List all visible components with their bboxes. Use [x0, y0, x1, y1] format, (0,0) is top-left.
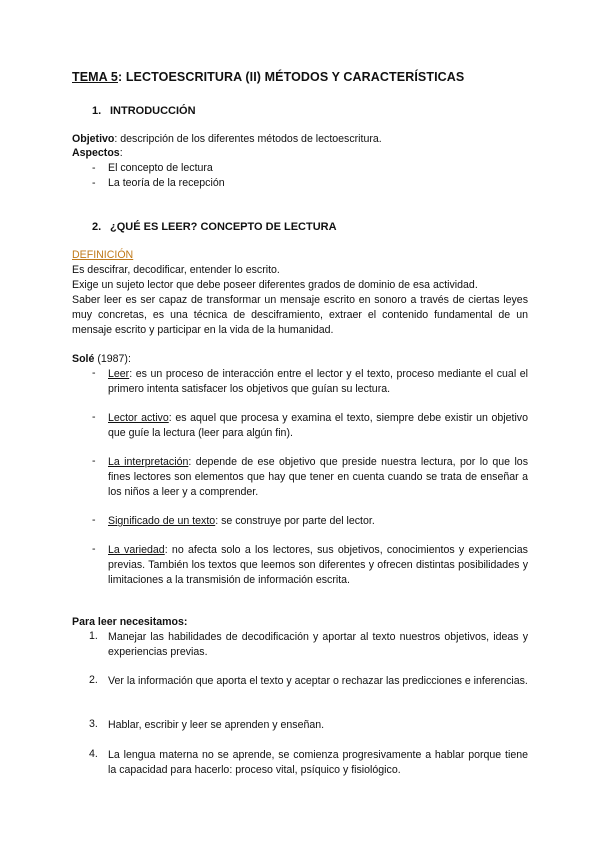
sole-text: : es un proceso de interacción entre el lector y el texto, proceso mediante el cual el primero intenta satisfacer los objetivos que guían su lectura. [108, 368, 528, 395]
sole-term: Significado de un texto [108, 515, 216, 527]
section-2-heading [92, 221, 337, 233]
sole-dash: - [92, 411, 96, 423]
needs-item: Manejar las habilidades de decodificación y aportar al texto nuestros objetivos, ideas y experiencias previas. [108, 631, 528, 658]
aspects-line [72, 146, 528, 161]
needs-item: Ver la información que aporta el texto y aceptar o rechazar las predicciones e inferencias. [108, 675, 528, 687]
section-1-number: 1. [92, 105, 102, 117]
sole-term: Lector activo [108, 412, 169, 424]
needs-item: Hablar, escribir y leer se aprenden y enseñan. [108, 719, 325, 731]
title-text: : LECTOESCRITURA (II) MÉTODOS Y CARACTERÍSTICAS [117, 70, 465, 84]
sole-term: La variedad [108, 544, 165, 556]
title-label: TEMA 5 [72, 70, 118, 84]
section-1-heading [92, 105, 196, 117]
sole-text: : depende de ese objetivo que preside nuestra lectura, por lo que los fines lectores son elementos que hay que tener en cuenta cuando se trata de enseñar a los niños a leer y a comprender. [108, 456, 528, 498]
needs-number: 4. [89, 748, 98, 760]
definition-line-3: Saber leer es ser capaz de transformar un mensaje escrito en sonoro a través de ciertas leyes muy concretas, es una técnica de desciframiento, extraer el contenido fundamental de un mensaje escrito y participar en la vida de la humanidad. [72, 294, 528, 336]
section-1-title: INTRODUCCIÓN [110, 105, 196, 117]
needs-number: 1. [89, 630, 98, 642]
section-2-number: 2. [92, 221, 102, 233]
sole-year: (1987): [94, 353, 131, 365]
sole-text: : se construye por parte del lector. [215, 515, 375, 527]
sole-dash: - [92, 514, 96, 526]
aspects-label: Aspectos [72, 147, 120, 159]
needs-heading: Para leer necesitamos: [72, 616, 188, 628]
sole-item [108, 411, 528, 441]
sole-dash: - [92, 543, 96, 555]
objective-text: : descripción de los diferentes métodos de lectoescritura. [114, 133, 382, 145]
sole-item [108, 514, 528, 529]
sole-text: : no afecta solo a los lectores, sus objetivos, conocimientos y experiencias previas. También los textos que leemos son diferentes y ofrecen distintas posibilidades y limitaciones a la transmisión de información escrita. [108, 544, 528, 586]
sole-heading [72, 352, 528, 367]
aspect-item: El concepto de lectura [108, 162, 213, 174]
needs-number: 3. [89, 718, 98, 730]
aspect-dash: - [92, 177, 96, 189]
needs-item: La lengua materna no se aprende, se comienza progresivamente a hablar porque tiene la capacidad para hacerlo: proceso vital, psíquico y fisiológico. [108, 749, 528, 776]
sole-item [108, 455, 528, 500]
definition-line-2: Exige un sujeto lector que debe poseer diferentes grados de dominio de esa actividad. [72, 279, 478, 291]
sole-author: Solé [72, 353, 95, 365]
objective-line [72, 132, 528, 147]
sole-term: La interpretación [108, 456, 189, 468]
needs-number: 2. [89, 674, 98, 686]
definition-label: DEFINICIÓN [72, 249, 134, 261]
sole-dash: - [92, 455, 96, 467]
sole-item [108, 367, 528, 397]
page-title [72, 70, 464, 84]
section-2-title: ¿QUÉ ES LEER? CONCEPTO DE LECTURA [110, 221, 337, 233]
sole-text: : es aquel que procesa y examina el texto, siempre debe existir un objetivo que guíe la lectura (leer para algún fin). [108, 412, 528, 439]
aspects-colon: : [119, 147, 123, 159]
sole-dash: - [92, 367, 96, 379]
aspect-item: La teoría de la recepción [108, 177, 225, 189]
objective-label: Objetivo [72, 133, 115, 145]
definition-line-1: Es descifrar, decodificar, entender lo escrito. [72, 264, 280, 276]
sole-item [108, 543, 528, 588]
sole-term: Leer [108, 368, 130, 380]
aspect-dash: - [92, 162, 96, 174]
